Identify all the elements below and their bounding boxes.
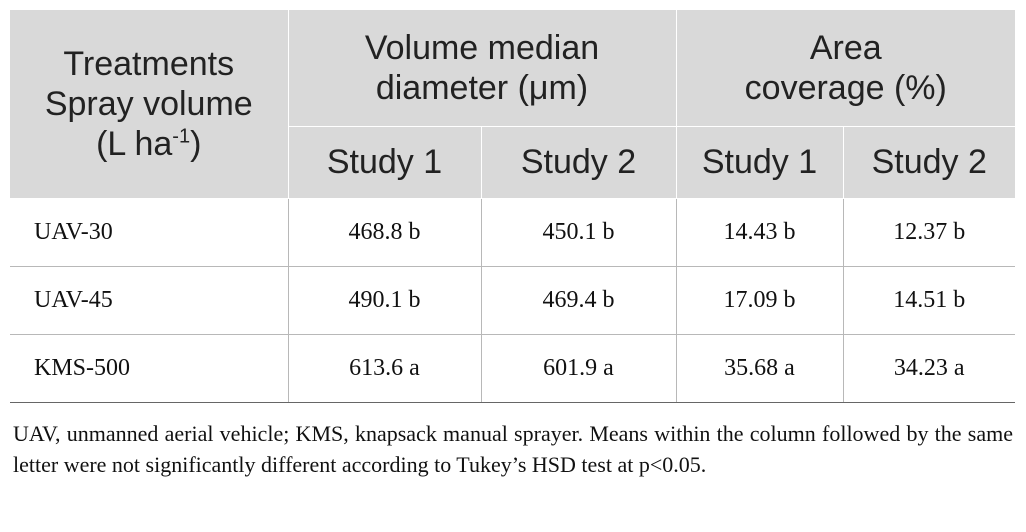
row-label: KMS-500 [10, 334, 288, 402]
row-label: UAV-30 [10, 198, 288, 266]
cell-coverage-study1: 35.68 a [676, 334, 843, 402]
cell-coverage-study1: 14.43 b [676, 198, 843, 266]
cell-vmd-study1: 613.6 a [288, 334, 481, 402]
header-unit-superscript: -1 [172, 125, 191, 148]
header-vmd-line1: Volume median [364, 28, 600, 67]
cell-vmd-study1: 490.1 b [288, 266, 481, 334]
cell-vmd-study2: 450.1 b [481, 198, 676, 266]
row-label: UAV-45 [10, 266, 288, 334]
cell-coverage-study2: 14.51 b [843, 266, 1015, 334]
subheader-coverage-study2: Study 2 [843, 126, 1015, 198]
header-unit-text: (L ha [96, 124, 173, 163]
table-row [10, 266, 1015, 334]
header-treatments-line3 [10, 124, 288, 164]
header-coverage-line1: Area [809, 28, 882, 67]
cell-coverage-study2: 12.37 b [843, 198, 1015, 266]
header-treatments-line2: Spray volume [44, 84, 253, 123]
cell-coverage-study2: 34.23 a [843, 334, 1015, 402]
results-table [10, 10, 1015, 403]
cell-coverage-study1: 17.09 b [676, 266, 843, 334]
header-coverage [676, 10, 1015, 126]
cell-vmd-study1: 468.8 b [288, 198, 481, 266]
header-vmd-line2: diameter (μm) [375, 68, 589, 107]
subheader-vmd-study1: Study 1 [288, 126, 481, 198]
header-vmd [288, 10, 676, 126]
table-footnote: UAV, unmanned aerial vehicle; KMS, knapsack manual sprayer. Means within the column followed by the same letter were not significantly different according to Tukey’s HSD test at p<0.05. [13, 421, 1013, 477]
table-row [10, 198, 1015, 266]
header-treatments-line1: Treatments [63, 44, 235, 83]
subheader-vmd-study2: Study 2 [481, 126, 676, 198]
cell-vmd-study2: 469.4 b [481, 266, 676, 334]
header-unit-close: ) [190, 124, 202, 163]
table-row [10, 334, 1015, 402]
cell-vmd-study2: 601.9 a [481, 334, 676, 402]
header-treatments [10, 10, 288, 198]
header-coverage-line2: coverage (%) [744, 68, 947, 107]
subheader-coverage-study1: Study 1 [676, 126, 843, 198]
